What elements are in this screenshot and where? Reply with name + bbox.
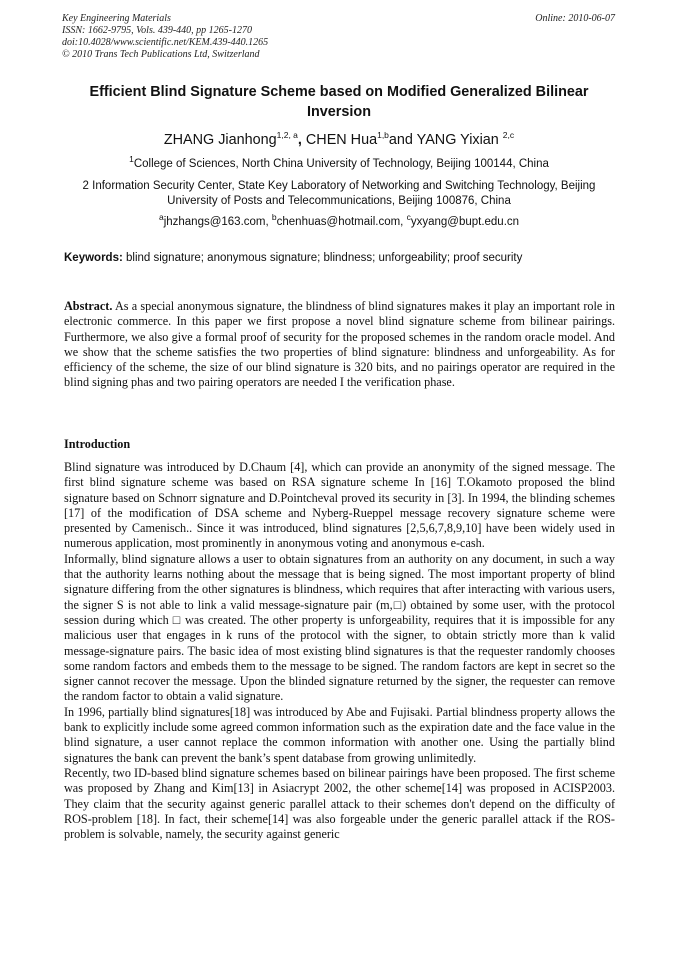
- paragraph: In 1996, partially blind signatures[18] was introduced by Abe and Fujisaki. Partial blindness property allows the bank to explicitly include some agreed common information such as the expiration date and the face value in the blind signature, a user cannot replace the common information with another one. Using the partially blind signatures the bank can prevent the bank’s spent database from growing unlimitedly.: [64, 704, 615, 765]
- issn-line: ISSN: 1662-9795, Vols. 439-440, pp 1265-1270: [62, 25, 252, 36]
- journal-header: [62, 13, 268, 61]
- journal-name: Key Engineering Materials: [62, 13, 171, 24]
- paragraph: Recently, two ID-based blind signature schemes based on bilinear pairings have been proposed. The first scheme was proposed by Zhang and Kim[13] in Asiacrypt 2002, the other scheme[14] was proposed in ACISP2003. They claim that the security against generic parallel attack to their schemes don't depend on the difficulty of ROS-problem [18]. In fact, their scheme[14] was also forgeable under the generic parallel attack if the ROS-problem is solvable, namely, the security against generic: [64, 765, 615, 842]
- keywords-label: Keywords:: [64, 252, 123, 264]
- affiliation-text: College of Sciences, North China University of Technology, Beijing 100144, China: [133, 158, 549, 170]
- affiliation-2: 2 Information Security Center, State Key Laboratory of Networking and Switching Technology, Beijing University of Posts and Telecommunications, Beijing 100876, China: [82, 180, 596, 207]
- keywords: [64, 251, 624, 266]
- email-sup: c: [406, 212, 411, 223]
- author-name: ZHANG Jianhong: [163, 132, 277, 148]
- paragraph: Blind signature was introduced by D.Chaum [4], which can provide an anonymity of the signed message. The first blind signature scheme was based on RSA signature scheme In [16] T.Okamoto proposed the blind signature based on Schnorr signature and D.Pointcheval proved its security in [3]. In 1994, the blinding schemes [17] of the modification of DSA scheme and Nyberg-Rueppel message recovery signature scheme were presented by Camenisch.. Since it was introduced, blind signatures [2,5,6,7,8,9,10] have been widely used in numerous application, most prominently in anonymous voting and anonymous e-cash.: [64, 460, 615, 551]
- email-line: [60, 212, 618, 230]
- section-heading: Introduction: [64, 437, 131, 451]
- email-address: yxyang@bupt.edu.cn: [410, 216, 520, 228]
- affiliation-1: [60, 154, 618, 172]
- paper-title: Efficient Blind Signature Scheme based on Modified Generalized Bilinear Inversion: [89, 84, 589, 120]
- online-date: Online: 2010-06-07: [535, 13, 615, 24]
- author-separator: and: [388, 132, 417, 148]
- abstract: [64, 299, 615, 391]
- doi-line: doi:10.4028/www.scientific.net/KEM.439-440.1265: [62, 37, 269, 48]
- email-address: jhzhangs@163.com,: [163, 216, 272, 228]
- author-list: [60, 131, 618, 149]
- email-address: chenhuas@hotmail.com,: [276, 216, 407, 228]
- author-name: YANG Yixian: [416, 132, 499, 148]
- keywords-text: blind signature; anonymous signature; blindness; unforgeability; proof security: [122, 252, 523, 264]
- abstract-label: Abstract.: [64, 299, 113, 313]
- author-sup: 2,c: [502, 130, 515, 141]
- author-name: CHEN Hua: [305, 132, 378, 148]
- copyright-line: © 2010 Trans Tech Publications Ltd, Switzerland: [62, 49, 260, 60]
- author-separator: ,: [297, 132, 306, 148]
- paragraph: Informally, blind signature allows a user to obtain signatures from an authority on any document, in such a way that the authority learns nothing about the message that is being signed. The most important property of blind signature differing from the other signatures is blindness, which requires that after interacting with various users, the signer S is not able to link a valid message-signature pair (m,□) obtained by some user, with the protocol session during which □ was created. The other property is unforgeability, requires that it is impossible for any malicious user that engages in k runs of the protocol with the signer, to obtain strictly more than k valid message-signature pairs. The basic idea of most existing blind signatures is that the requester randomly chooses some random factors and embeds them to the message to be signed. The random factors are kept in secret so the signer cannot recover the message. Upon the blinded signature returned by the signer, the requester can remove the random factor to obtain a valid signature.: [64, 551, 615, 704]
- affiliation-sup: 1: [129, 154, 134, 165]
- abstract-text: As a special anonymous signature, the blindness of blind signatures makes it play an important role in electronic commerce. In this paper we first propose a novel blind signature scheme from bilinear pairings. Furthermore, we also give a formal proof of security for the proposed schemes in the random oracle model. And we show that the scheme satisfies the two properties of blind signature: blindness and unforgeability. As for efficiency of the scheme, the size of our blind signature is 320 bits, and no pairings operator are required in the blind signing phas and two pairing operators are needed I the verification phase.: [64, 299, 615, 390]
- email-sup: a: [158, 212, 164, 223]
- author-sup: 1,b: [377, 130, 389, 141]
- introduction-body: [64, 460, 615, 842]
- email-sup: b: [271, 212, 277, 223]
- author-sup: 1,2, a: [276, 130, 298, 141]
